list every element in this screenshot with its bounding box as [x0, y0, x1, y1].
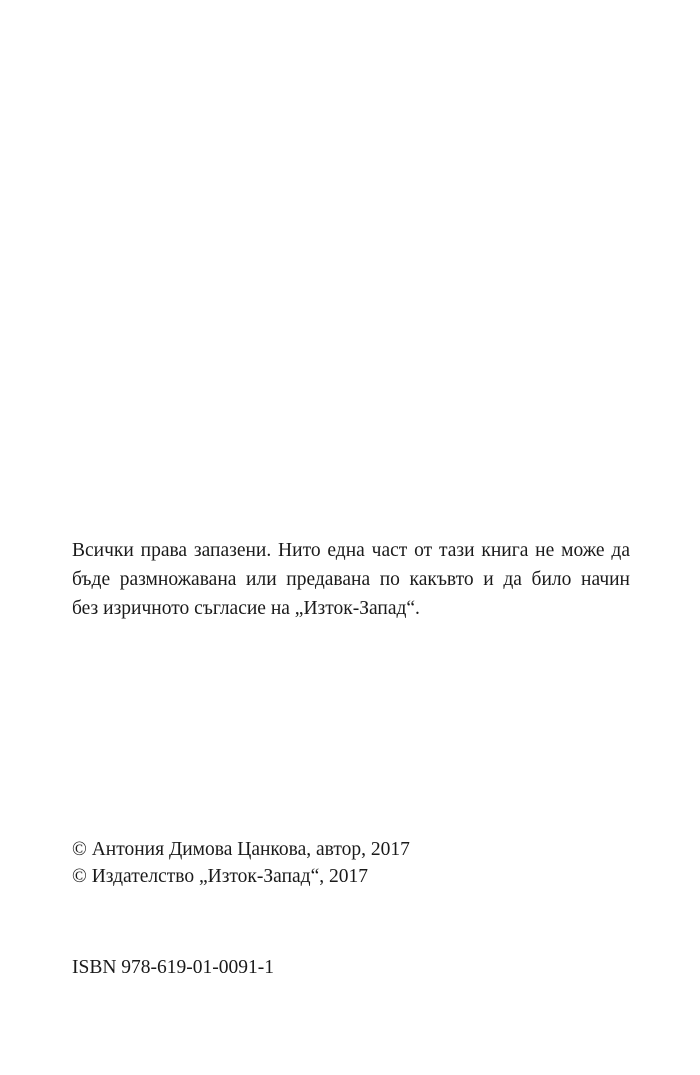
isbn-number: ISBN 978-619-01-0091-1	[72, 957, 275, 978]
rights-notice-line-1: Всички права запазени. Нито една част от тази книга не може да	[72, 540, 630, 561]
copyright-block	[72, 836, 410, 890]
rights-notice-line-3: без изричното съгласие на „Изток-Запад“.	[72, 598, 420, 619]
rights-notice	[72, 536, 630, 623]
author-copyright: © Антония Димова Цанкова, автор, 2017	[72, 839, 410, 860]
publisher-copyright: © Издателство „Изток-Запад“, 2017	[72, 866, 368, 887]
rights-notice-line-2: бъде размножавана или предавана по какъвто и да било начин	[72, 569, 630, 590]
